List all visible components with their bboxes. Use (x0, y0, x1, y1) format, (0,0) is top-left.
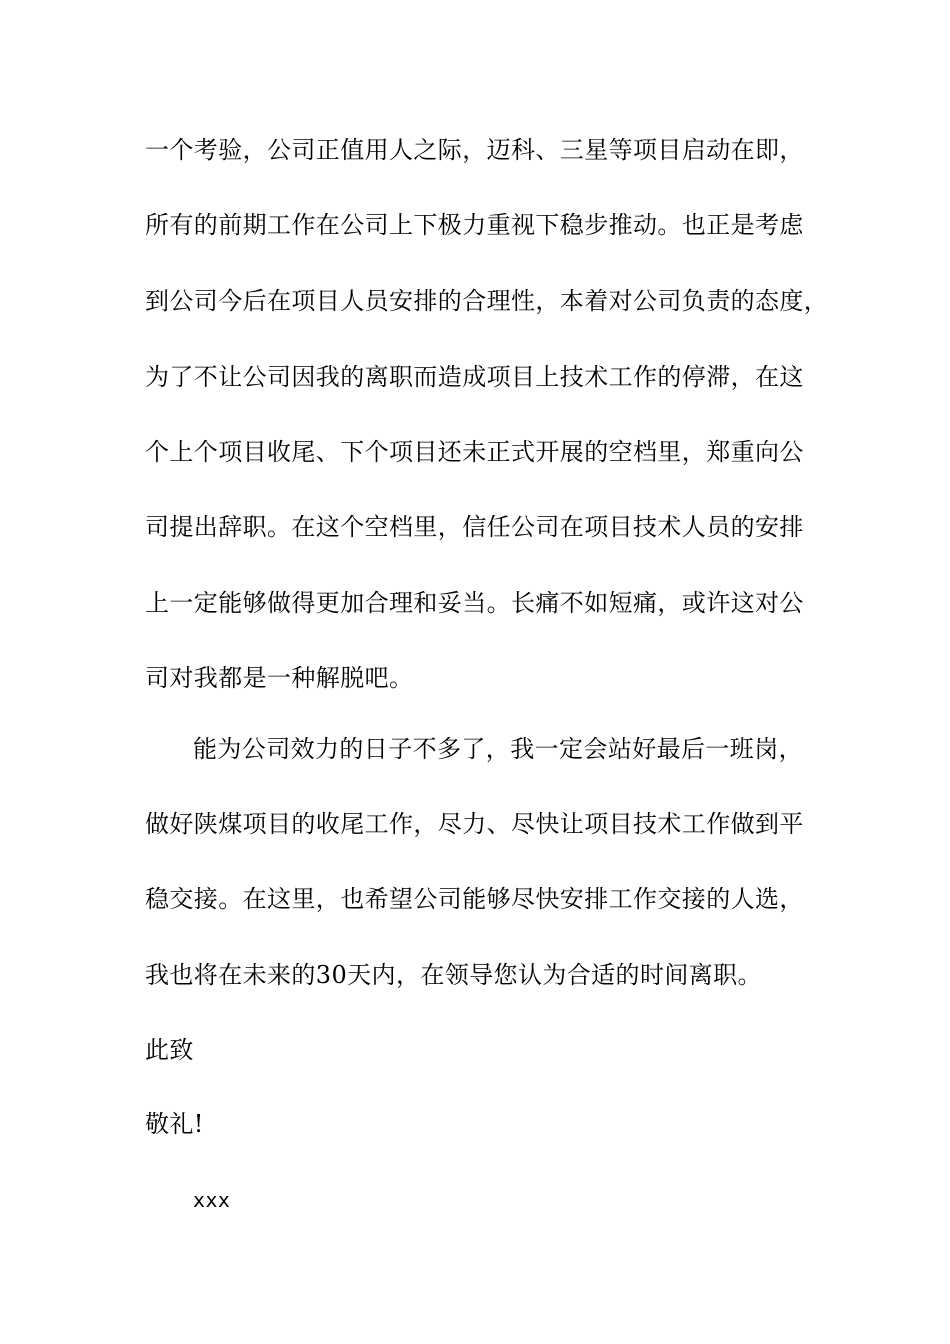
paragraph-1-line-1: 一个考验，公司正值用人之际，迈科、三星等项目启动在即， (145, 136, 804, 164)
paragraph-1-line-2: 所有的前期工作在公司上下极力重视下稳步推动。也正是考虑 (145, 211, 804, 239)
paragraph-1-line-8: 司对我都是一种解脱吧。 (145, 664, 414, 692)
closing-text: 此致 (145, 1036, 194, 1064)
paragraph-2-line-4: 我也将在未来的30天内，在领导您认为合适的时间离职。 (145, 961, 762, 989)
paragraph-2-line-2: 做好陕煤项目的收尾工作，尽力、尽快让项目技术工作做到平 (145, 810, 804, 838)
paragraph-1-line-6: 司提出辞职。在这个空档里，信任公司在项目技术人员的安排 (145, 513, 804, 541)
paragraph-1-line-3: 到公司今后在项目人员安排的合理性，本着对公司负责的态度， (145, 287, 829, 315)
salutation-text: 敬礼! (145, 1110, 204, 1138)
paragraph-1-line-4: 为了不让公司因我的离职而造成项目上技术工作的停滞，在这 (145, 363, 804, 391)
paragraph-2-line-1: 能为公司效力的日子不多了，我一定会站好最后一班岗， (193, 735, 803, 763)
paragraph-1-line-7: 上一定能够做得更加合理和妥当。长痛不如短痛，或许这对公 (145, 589, 804, 617)
signature-text: xxx (193, 1188, 231, 1212)
paragraph-1-line-5: 个上个项目收尾、下个项目还未正式开展的空档里，郑重向公 (145, 438, 804, 466)
paragraph-2-line-3: 稳交接。在这里，也希望公司能够尽快安排工作交接的人选， (145, 885, 804, 913)
